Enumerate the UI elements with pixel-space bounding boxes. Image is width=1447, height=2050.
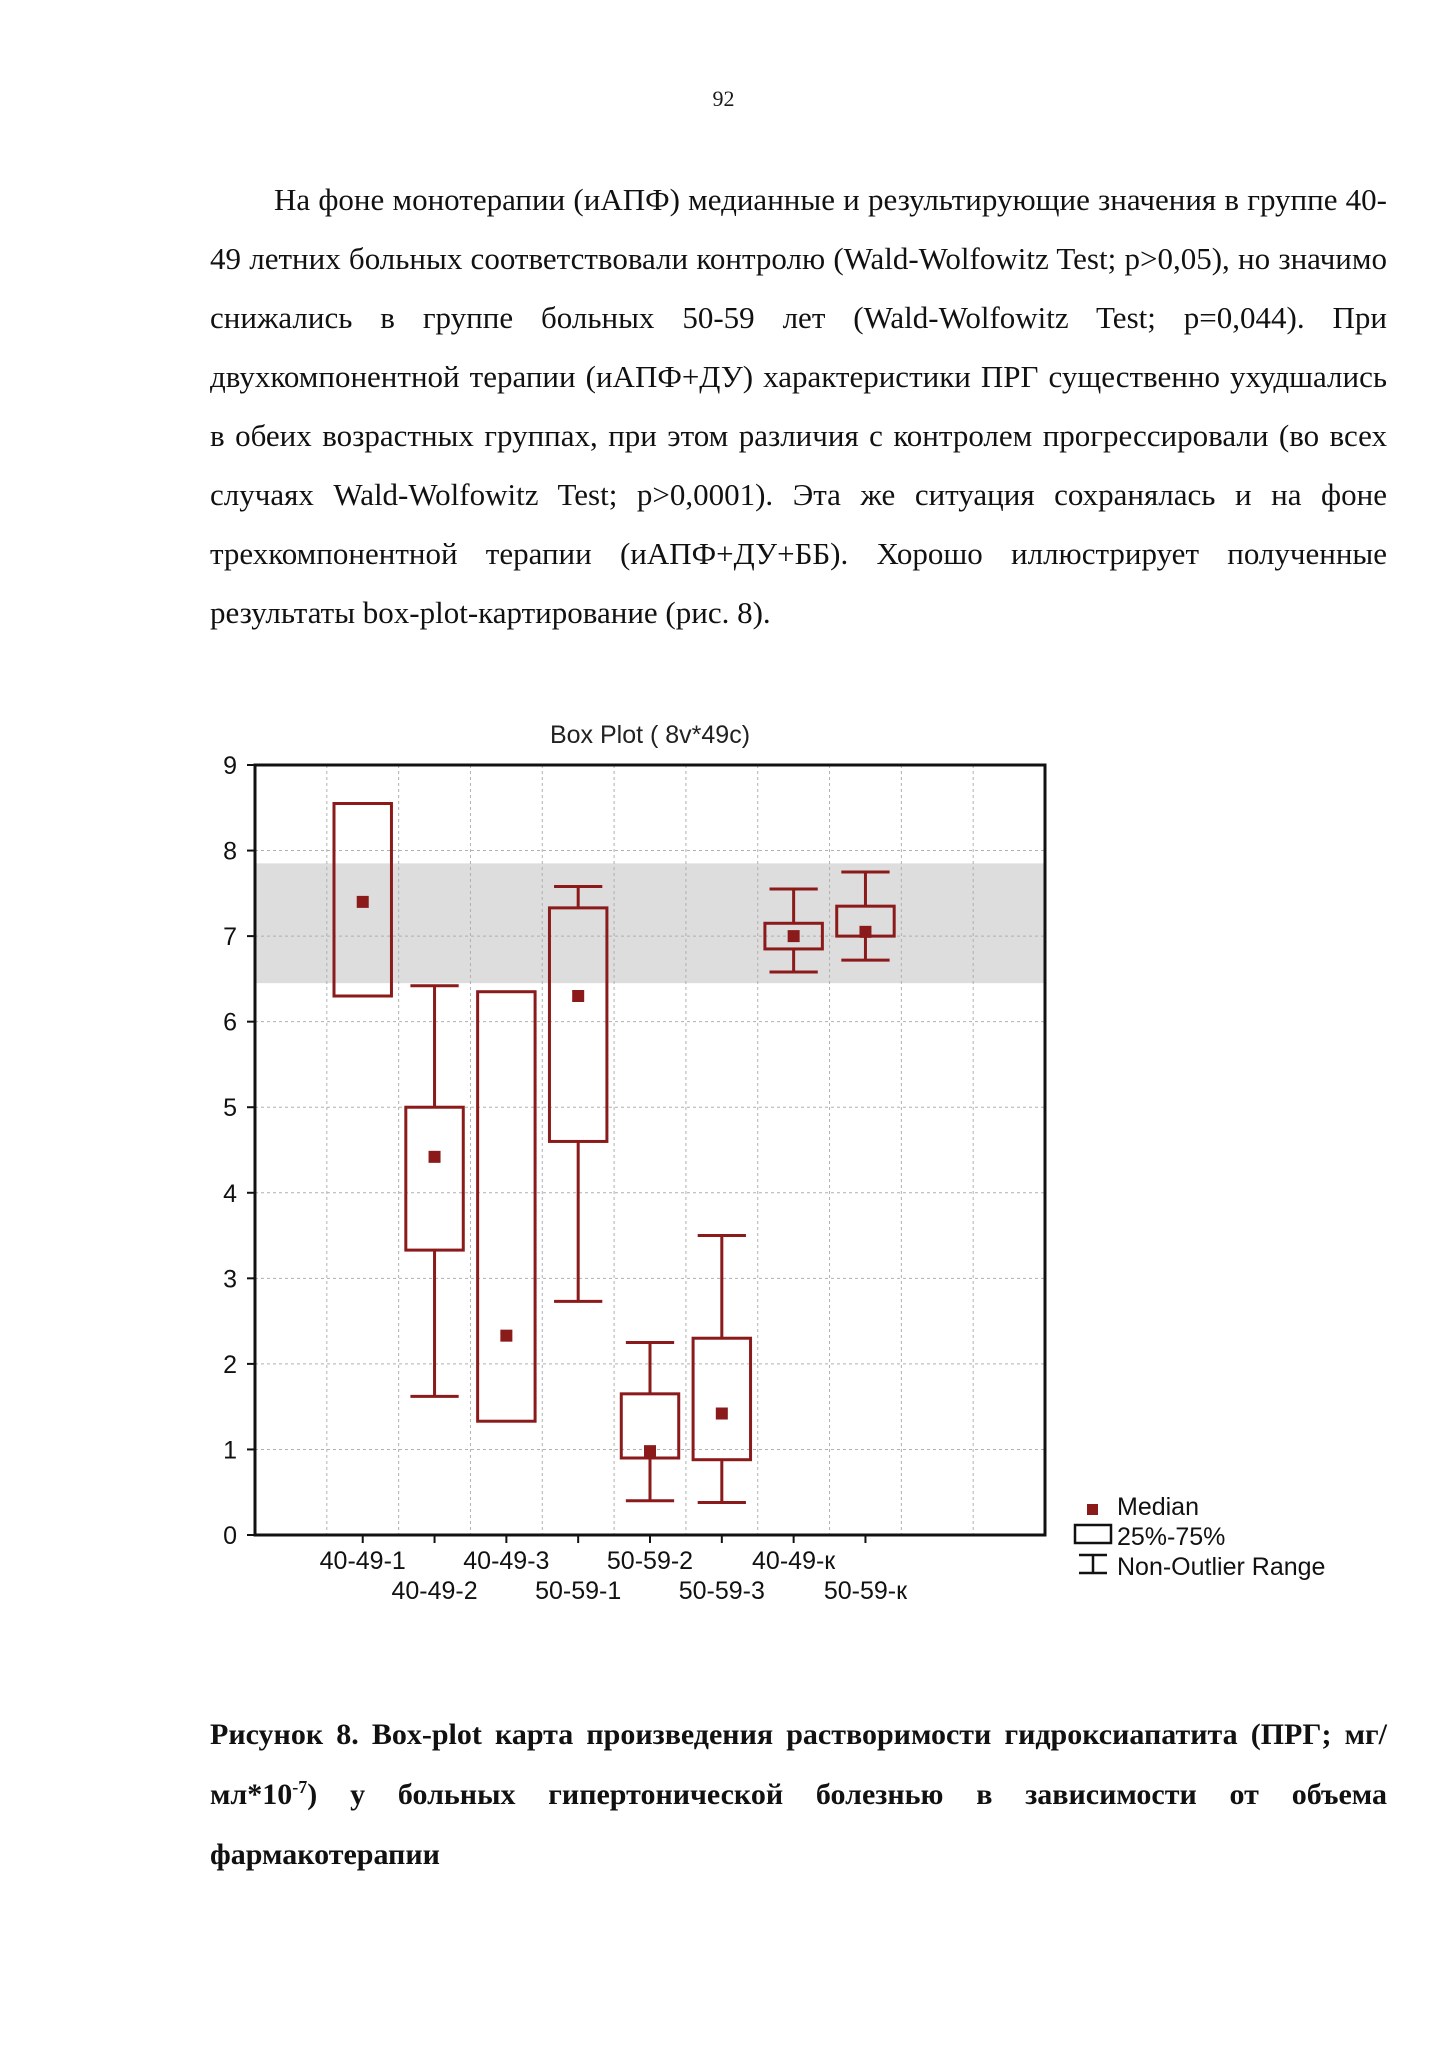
caption-superscript: -7 [292,1777,308,1797]
x-tick-label: 40-49-1 [319,1547,406,1575]
box-1 [406,1107,463,1250]
median-marker-4 [644,1445,656,1457]
median-marker-5 [716,1408,728,1420]
y-tick-label: 7 [223,923,237,952]
legend-median-marker [1087,1504,1098,1515]
reference-band [255,863,1045,983]
legend-median-label: Median [1117,1493,1199,1521]
x-tick-label: 40-49-3 [463,1547,550,1575]
legend-box-marker [1075,1525,1111,1543]
legend-whisker-label: Non-Outlier Range [1117,1553,1326,1581]
y-tick-label: 9 [223,752,237,780]
box-plot-chart [200,710,1400,1640]
x-tick-label: 50-59-2 [606,1547,694,1575]
median-marker-3 [572,990,584,1002]
body-paragraph: На фоне монотерапии (иАПФ) медианные и результирующие значения в группе 40-49 летних больных соответствовали контролю (Wald-Wolfowitz Test; p>0,05), но значимо снижались в группе больных 50-59 лет (Wald-Wolfowitz Test; p=0,044). При двухкомпонентной терапии (иАПФ+ДУ) характеристики ПРГ существенно ухудшались в обеих возрастных группах, при этом различия с контролем прогрессировали (во всех случаях Wald-Wolfowitz Test; p>0,0001). Эта же ситуация сохранялась и на фоне трехкомпонентной терапии (иАПФ+ДУ+ББ). Хорошо иллюстрирует полученные результаты box-plot-картирование (рис. 8). [210,182,1387,630]
y-tick-label: 0 [223,1522,237,1550]
y-tick-label: 6 [223,1008,237,1037]
caption-text-end: ) у больных гипертонической болезнью в зависимости от объема фармакотерапии [210,1778,1387,1871]
caption-text: Рисунок 8. Box-plot карта произведения растворимости гидроксиапатита (ПРГ; мг/мл*10 [210,1718,1387,1811]
y-tick-label: 1 [223,1436,237,1465]
y-tick-label: 3 [223,1265,237,1294]
x-tick-label: 50-59-к [823,1577,908,1605]
y-tick-label: 2 [223,1350,237,1379]
chart-title: Box Plot ( 8v*49c) [549,721,751,749]
y-tick-label: 8 [223,837,237,866]
median-marker-6 [788,930,800,942]
box-2 [478,992,535,1421]
y-tick-label: 4 [223,1179,237,1208]
box-5 [693,1338,750,1459]
median-marker-2 [500,1330,512,1342]
x-tick-label: 40-49-2 [391,1577,478,1605]
median-marker-0 [357,896,369,908]
figure-8 [200,710,1400,1640]
page-number: 92 [712,86,735,111]
median-marker-1 [429,1151,441,1163]
y-tick-label: 5 [223,1094,237,1123]
legend-box-label: 25%-75% [1117,1523,1226,1551]
figure-caption [210,1705,1387,1885]
x-tick-label: 50-59-3 [678,1577,765,1605]
x-tick-label: 40-49-к [752,1547,836,1575]
x-tick-label: 50-59-1 [535,1577,622,1605]
median-marker-7 [859,926,871,938]
